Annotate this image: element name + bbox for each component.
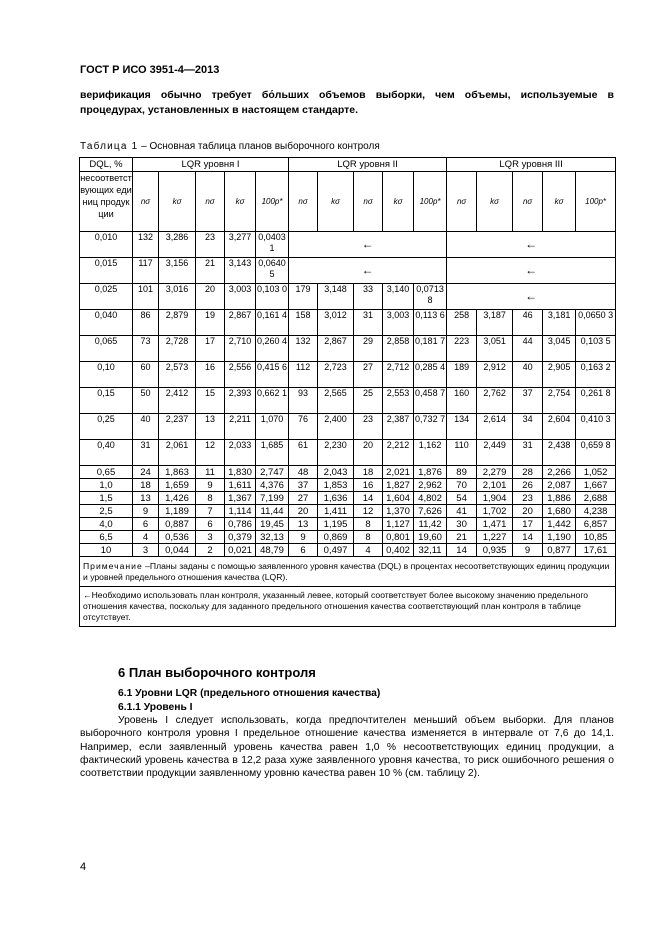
col-n-2: nσ [289,172,318,232]
table-cell: 14 [354,492,383,505]
table-cell: 1,904 [477,492,513,505]
table-cell: 1,426 [159,492,196,505]
table-cell: 0,877 [543,544,576,557]
col-k-2b: kσ [383,172,414,232]
table-cell: 2,087 [543,479,576,492]
col-n-2b: nσ [354,172,383,232]
table-cell: 0,0640 5 [256,258,289,284]
table-row [80,544,616,557]
table-cell: 13 [133,492,159,505]
col-100p-2: 100p* [414,172,447,232]
table-cell: 29 [354,336,383,362]
table-cell: 2,614 [477,414,513,440]
table-cell: 21 [447,531,477,544]
table-cell: 2,723 [318,362,354,388]
table-cell: 2,912 [477,362,513,388]
table-cell: 48,79 [256,544,289,557]
table-cell: 1,162 [414,440,447,466]
table-cell: 1,636 [318,492,354,505]
table-cell: 1,190 [543,531,576,544]
table-cell: 2,033 [225,440,256,466]
table-cell: 44 [513,336,543,362]
table-cell: 46 [513,310,543,336]
table-cell: 48 [289,466,318,479]
table-cell: 0,732 7 [414,414,447,440]
table-cell: 0,662 1 [256,388,289,414]
table-cell: 54 [447,492,477,505]
table-cell: 50 [133,388,159,414]
table-cell: 23 [354,414,383,440]
table-cell: 3,156 [159,258,196,284]
table-cell: 18 [354,466,383,479]
table-row [80,531,616,544]
table-cell: 3 [196,531,225,544]
table-cell: 1,367 [225,492,256,505]
table-cell: 0,801 [383,531,414,544]
table-cell: 6 [196,518,225,531]
table-cell: 1,227 [477,531,513,544]
table-cell: 31 [133,440,159,466]
table-cell: 0,103 0 [256,284,289,310]
table-cell: 2,412 [159,388,196,414]
table-cell: 1,471 [477,518,513,531]
table-cell: 24 [133,466,159,479]
page-number: 4 [80,861,87,873]
table-cell: 0,161 4 [256,310,289,336]
table-cell: 1,611 [225,479,256,492]
table-cell: 0,010 [80,232,133,258]
see-left-arrow: ← [447,258,616,284]
table-cell: 0,410 3 [576,414,616,440]
table-cell: 132 [133,232,159,258]
table-cell: 19,45 [256,518,289,531]
table-cell: 9 [196,479,225,492]
table-cell: 8 [354,531,383,544]
table-cell: 13 [289,518,318,531]
intro-paragraph: верификация обычно требует бо́льших объемов выборки, чем объемы, используемые в процедурах, установленных в настоящем стандарте. [80,89,614,116]
table-row [80,440,616,466]
table-cell: 160 [447,388,477,414]
table-cell: 9 [289,531,318,544]
table-cell: 8 [354,518,383,531]
table-cell: 60 [133,362,159,388]
table-cell: 32,13 [256,531,289,544]
table-cell: 2,754 [543,388,576,414]
table-cell: 1,411 [318,505,354,518]
table-cell: 10,85 [576,531,616,544]
table-cell: 2,565 [318,388,354,414]
table-cell: 0,015 [80,258,133,284]
table-cell: 2,237 [159,414,196,440]
table-cell: 4 [354,544,383,557]
table-cell: 19 [196,310,225,336]
table-cell: 0,103 5 [576,336,616,362]
dql-subheader: несоответствующих единиц продукции [80,172,133,232]
table-cell: 20 [354,440,383,466]
table-cell: 0,065 [80,336,133,362]
table-note-label: Примечание [83,560,143,571]
table-cell: 26 [513,479,543,492]
table-row [80,518,616,531]
table-cell: 1,685 [256,440,289,466]
table-cell: 1,127 [383,518,414,531]
table-cell: 2,712 [383,362,414,388]
col-k-2: kσ [318,172,354,232]
level-1-paragraph: Уровень I следует использовать, когда предпочтителен меньший объем выборки. Для планов выборочного контроля уровня I предельное отношение качества изменяется в интервале от 7,6 до 14,1. Например, если заявленный уровень качества равен 1,0 % несоответствующих единиц продукции, а фактический уровень качества в 12,2 раза хуже заявленного уровня качества, то риск ошибочного решения о соответствии продукции заявленному уровню качества равен 10 % (см. таблицу 2). [80,715,614,780]
table-cell: 3,181 [543,310,576,336]
table-cell: 7 [196,505,225,518]
table-cell: 73 [133,336,159,362]
table-cell: 37 [513,388,543,414]
table-cell: 2,211 [225,414,256,440]
table-cell: 1,189 [159,505,196,518]
sampling-plans-table [79,157,616,627]
table-caption [80,141,380,152]
table-cell: 0,659 8 [576,440,616,466]
table-cell: 41 [447,505,477,518]
table-cell: 0,025 [80,284,133,310]
table-cell: 0,379 [225,531,256,544]
col-100p-3: 100p* [576,172,616,232]
table-cell: 2,867 [225,310,256,336]
table-cell: 223 [447,336,477,362]
table-cell: 27 [289,492,318,505]
table-cell: 32,11 [414,544,447,557]
table-cell: 1,114 [225,505,256,518]
table-cell: 15 [196,388,225,414]
table-cell: 0,15 [80,388,133,414]
table-cell: 2,556 [225,362,256,388]
table-cell: 2,879 [159,310,196,336]
table-cell: 0,887 [159,518,196,531]
table-cell: 3,045 [543,336,576,362]
table-cell: 1,370 [383,505,414,518]
table-row [80,310,616,336]
table-cell: 0,044 [159,544,196,557]
col-k-3b: kσ [543,172,576,232]
table-cell: 31 [513,440,543,466]
table-cell: 2,604 [543,414,576,440]
table-cell: 2,393 [225,388,256,414]
table-cell: 1,604 [383,492,414,505]
table-cell: 1,442 [543,518,576,531]
col-n-3: nσ [447,172,477,232]
see-left-arrow: ← [289,258,447,284]
table-cell: 158 [289,310,318,336]
table-cell: 20 [196,284,225,310]
col-n-3b: nσ [513,172,543,232]
table-cell: 0,935 [477,544,513,557]
see-left-arrow: ← [289,232,447,258]
table-cell: 3 [133,544,159,557]
table-note-2: ←Необходимо использовать план контроля, указанный левее, который соответствует более высокому значению предельного отношения качества, поскольку для заданного предельного отношения качества соответствующий план контроля в таблице отсутствует. [80,587,616,627]
section-title: 6 План выборочного контроля [118,665,316,680]
table-cell: 134 [447,414,477,440]
table-cell: 0,25 [80,414,133,440]
table-cell: 6 [133,518,159,531]
table-cell: 16 [196,362,225,388]
table-row [80,505,616,518]
table-cell: 110 [447,440,477,466]
table-cell: 3,051 [477,336,513,362]
table-cell: 189 [447,362,477,388]
table-cell: 2,5 [80,505,133,518]
table-cell: 12 [354,505,383,518]
col-100p-1: 100p* [256,172,289,232]
table-cell: 0,0713 8 [414,284,447,310]
table-cell: 7,199 [256,492,289,505]
table-cell: 2,230 [318,440,354,466]
table-cell: 40 [513,362,543,388]
table-cell: 2,387 [383,414,414,440]
table-cell: 20 [289,505,318,518]
table-cell: 17 [196,336,225,362]
table-cell: 33 [354,284,383,310]
table-cell: 23 [196,232,225,258]
table-cell: 1,830 [225,466,256,479]
table-cell: 2,212 [383,440,414,466]
table-cell: 0,285 4 [414,362,447,388]
table-cell: 2,962 [414,479,447,492]
table-caption-dash: – [138,141,150,152]
table-cell: 3,140 [383,284,414,310]
table-cell: 0,869 [318,531,354,544]
table-cell: 11 [196,466,225,479]
table-cell: 20 [513,505,543,518]
table-cell: 2,279 [477,466,513,479]
table-cell: 70 [447,479,477,492]
table-cell: 4,376 [256,479,289,492]
table-cell: 18 [133,479,159,492]
table-row [80,414,616,440]
col-n-1: nσ [133,172,159,232]
table-cell: 1,5 [80,492,133,505]
table-cell: 0,040 [80,310,133,336]
table-cell: 2,747 [256,466,289,479]
table-cell: 6,5 [80,531,133,544]
table-cell: 2,043 [318,466,354,479]
table-cell: 3,187 [477,310,513,336]
table-cell: 17 [513,518,543,531]
table-cell: 3,148 [318,284,354,310]
table-cell: 0,163 2 [576,362,616,388]
table-row [80,479,616,492]
table-cell: 179 [289,284,318,310]
table-cell: 9 [513,544,543,557]
table-cell: 12 [196,440,225,466]
table-row [80,336,616,362]
table-cell: 2,061 [159,440,196,466]
table-row [80,466,616,479]
table-cell: 31 [354,310,383,336]
table-cell: 2,021 [383,466,414,479]
table-cell: 1,876 [414,466,447,479]
table-cell: 0,261 8 [576,388,616,414]
table-cell: 19,60 [414,531,447,544]
table-cell: 4,0 [80,518,133,531]
table-cell: 101 [133,284,159,310]
table-caption-prefix: Таблица 1 [80,141,139,152]
table-cell: 89 [447,466,477,479]
document-header: ГОСТ Р ИСО 3951-4—2013 [80,64,220,76]
dql-header: DQL, % [80,158,133,172]
table-cell: 40 [133,414,159,440]
table-cell: 2,858 [383,336,414,362]
table-cell: 0,458 7 [414,388,447,414]
table-cell: 34 [513,414,543,440]
table-cell: 2,553 [383,388,414,414]
table-cell: 17,61 [576,544,616,557]
table-cell: 3,143 [225,258,256,284]
table-cell: 0,402 [383,544,414,557]
table-cell: 1,070 [256,414,289,440]
table-cell: 2,573 [159,362,196,388]
table-cell: 1,052 [576,466,616,479]
table-cell: 0,0650 3 [576,310,616,336]
table-cell: 21 [196,258,225,284]
col-k-3: kσ [477,172,513,232]
table-cell: 2,867 [318,336,354,362]
table-cell: 258 [447,310,477,336]
table-cell: 2,449 [477,440,513,466]
table-cell: 1,702 [477,505,513,518]
table-cell: 9 [133,505,159,518]
table-cell: 0,415 6 [256,362,289,388]
table-row [80,362,616,388]
table-cell: 0,260 4 [256,336,289,362]
table-cell: 23 [513,492,543,505]
table-cell: 1,659 [159,479,196,492]
table-cell: 2,266 [543,466,576,479]
table-cell: 28 [513,466,543,479]
table-cell: 16 [354,479,383,492]
table-note-1 [80,557,616,587]
table-cell: 1,886 [543,492,576,505]
table-row [80,284,616,310]
table-cell: 3,003 [225,284,256,310]
table-caption-title: Основная таблица планов выборочного контроля [149,141,380,152]
table-cell: 37 [289,479,318,492]
col-n-1b: nσ [196,172,225,232]
table-cell: 14 [513,531,543,544]
table-cell: 7,626 [414,505,447,518]
subsection-title-6-1-1: 6.1.1 Уровень I [118,702,193,713]
table-cell: 132 [289,336,318,362]
table-cell: 1,853 [318,479,354,492]
table-cell: 1,680 [543,505,576,518]
table-cell: 0,021 [225,544,256,557]
subsection-title-6-1: 6.1 Уровни LQR (предельного отношения качества) [118,688,381,699]
table-cell: 2,400 [318,414,354,440]
table-cell: 1,0 [80,479,133,492]
table-cell: 2,438 [543,440,576,466]
table-cell: 1,667 [576,479,616,492]
table-cell: 11,44 [256,505,289,518]
table-cell: 6 [289,544,318,557]
table-cell: 2,688 [576,492,616,505]
table-cell: 0,181 7 [414,336,447,362]
table-cell: 27 [354,362,383,388]
table-cell: 4,802 [414,492,447,505]
table-cell: 1,827 [383,479,414,492]
group-header-level-1: LQR уровня I [133,158,289,172]
table-cell: 8 [196,492,225,505]
table-cell: 0,786 [225,518,256,531]
table-cell: 0,0403 1 [256,232,289,258]
see-left-arrow: ← [447,232,616,258]
table-row [80,232,616,258]
table-row [80,388,616,414]
table-cell: 0,10 [80,362,133,388]
table-cell: 2,710 [225,336,256,362]
table-cell: 6,857 [576,518,616,531]
table-cell: 25 [354,388,383,414]
group-header-level-3: LQR уровня III [447,158,616,172]
table-cell: 2,905 [543,362,576,388]
table-cell: 30 [447,518,477,531]
table-cell: 13 [196,414,225,440]
table-cell: 86 [133,310,159,336]
table-cell: 2,101 [477,479,513,492]
table-cell: 4 [133,531,159,544]
table-row [80,492,616,505]
table-cell: 0,40 [80,440,133,466]
table-cell: 0,65 [80,466,133,479]
table-cell: 3,003 [383,310,414,336]
table-row [80,258,616,284]
table-cell: 10 [80,544,133,557]
table-cell: 2,762 [477,388,513,414]
table-cell: 3,016 [159,284,196,310]
table-cell: 61 [289,440,318,466]
table-cell: 0,536 [159,531,196,544]
table-cell: 4,238 [576,505,616,518]
table-cell: 11,42 [414,518,447,531]
see-left-arrow: ← [447,284,616,310]
table-cell: 0,113 6 [414,310,447,336]
table-cell: 1,863 [159,466,196,479]
table-cell: 2 [196,544,225,557]
table-cell: 14 [447,544,477,557]
group-header-level-2: LQR уровня II [289,158,447,172]
table-cell: 2,728 [159,336,196,362]
table-cell: 3,286 [159,232,196,258]
table-cell: 93 [289,388,318,414]
table-body [80,232,616,557]
table-cell: 3,277 [225,232,256,258]
table-cell: 112 [289,362,318,388]
table-cell: 76 [289,414,318,440]
col-k-1: kσ [159,172,196,232]
table-cell: 117 [133,258,159,284]
table-note-text: –Планы заданы с помощью заявленного уровня качества (DQL) в процентах несоответствующих единиц продукции и уровней предельного отношения качества (LQR). [83,560,610,582]
col-k-1b: kσ [225,172,256,232]
table-cell: 1,195 [318,518,354,531]
table-cell: 0,497 [318,544,354,557]
table-cell: 3,012 [318,310,354,336]
